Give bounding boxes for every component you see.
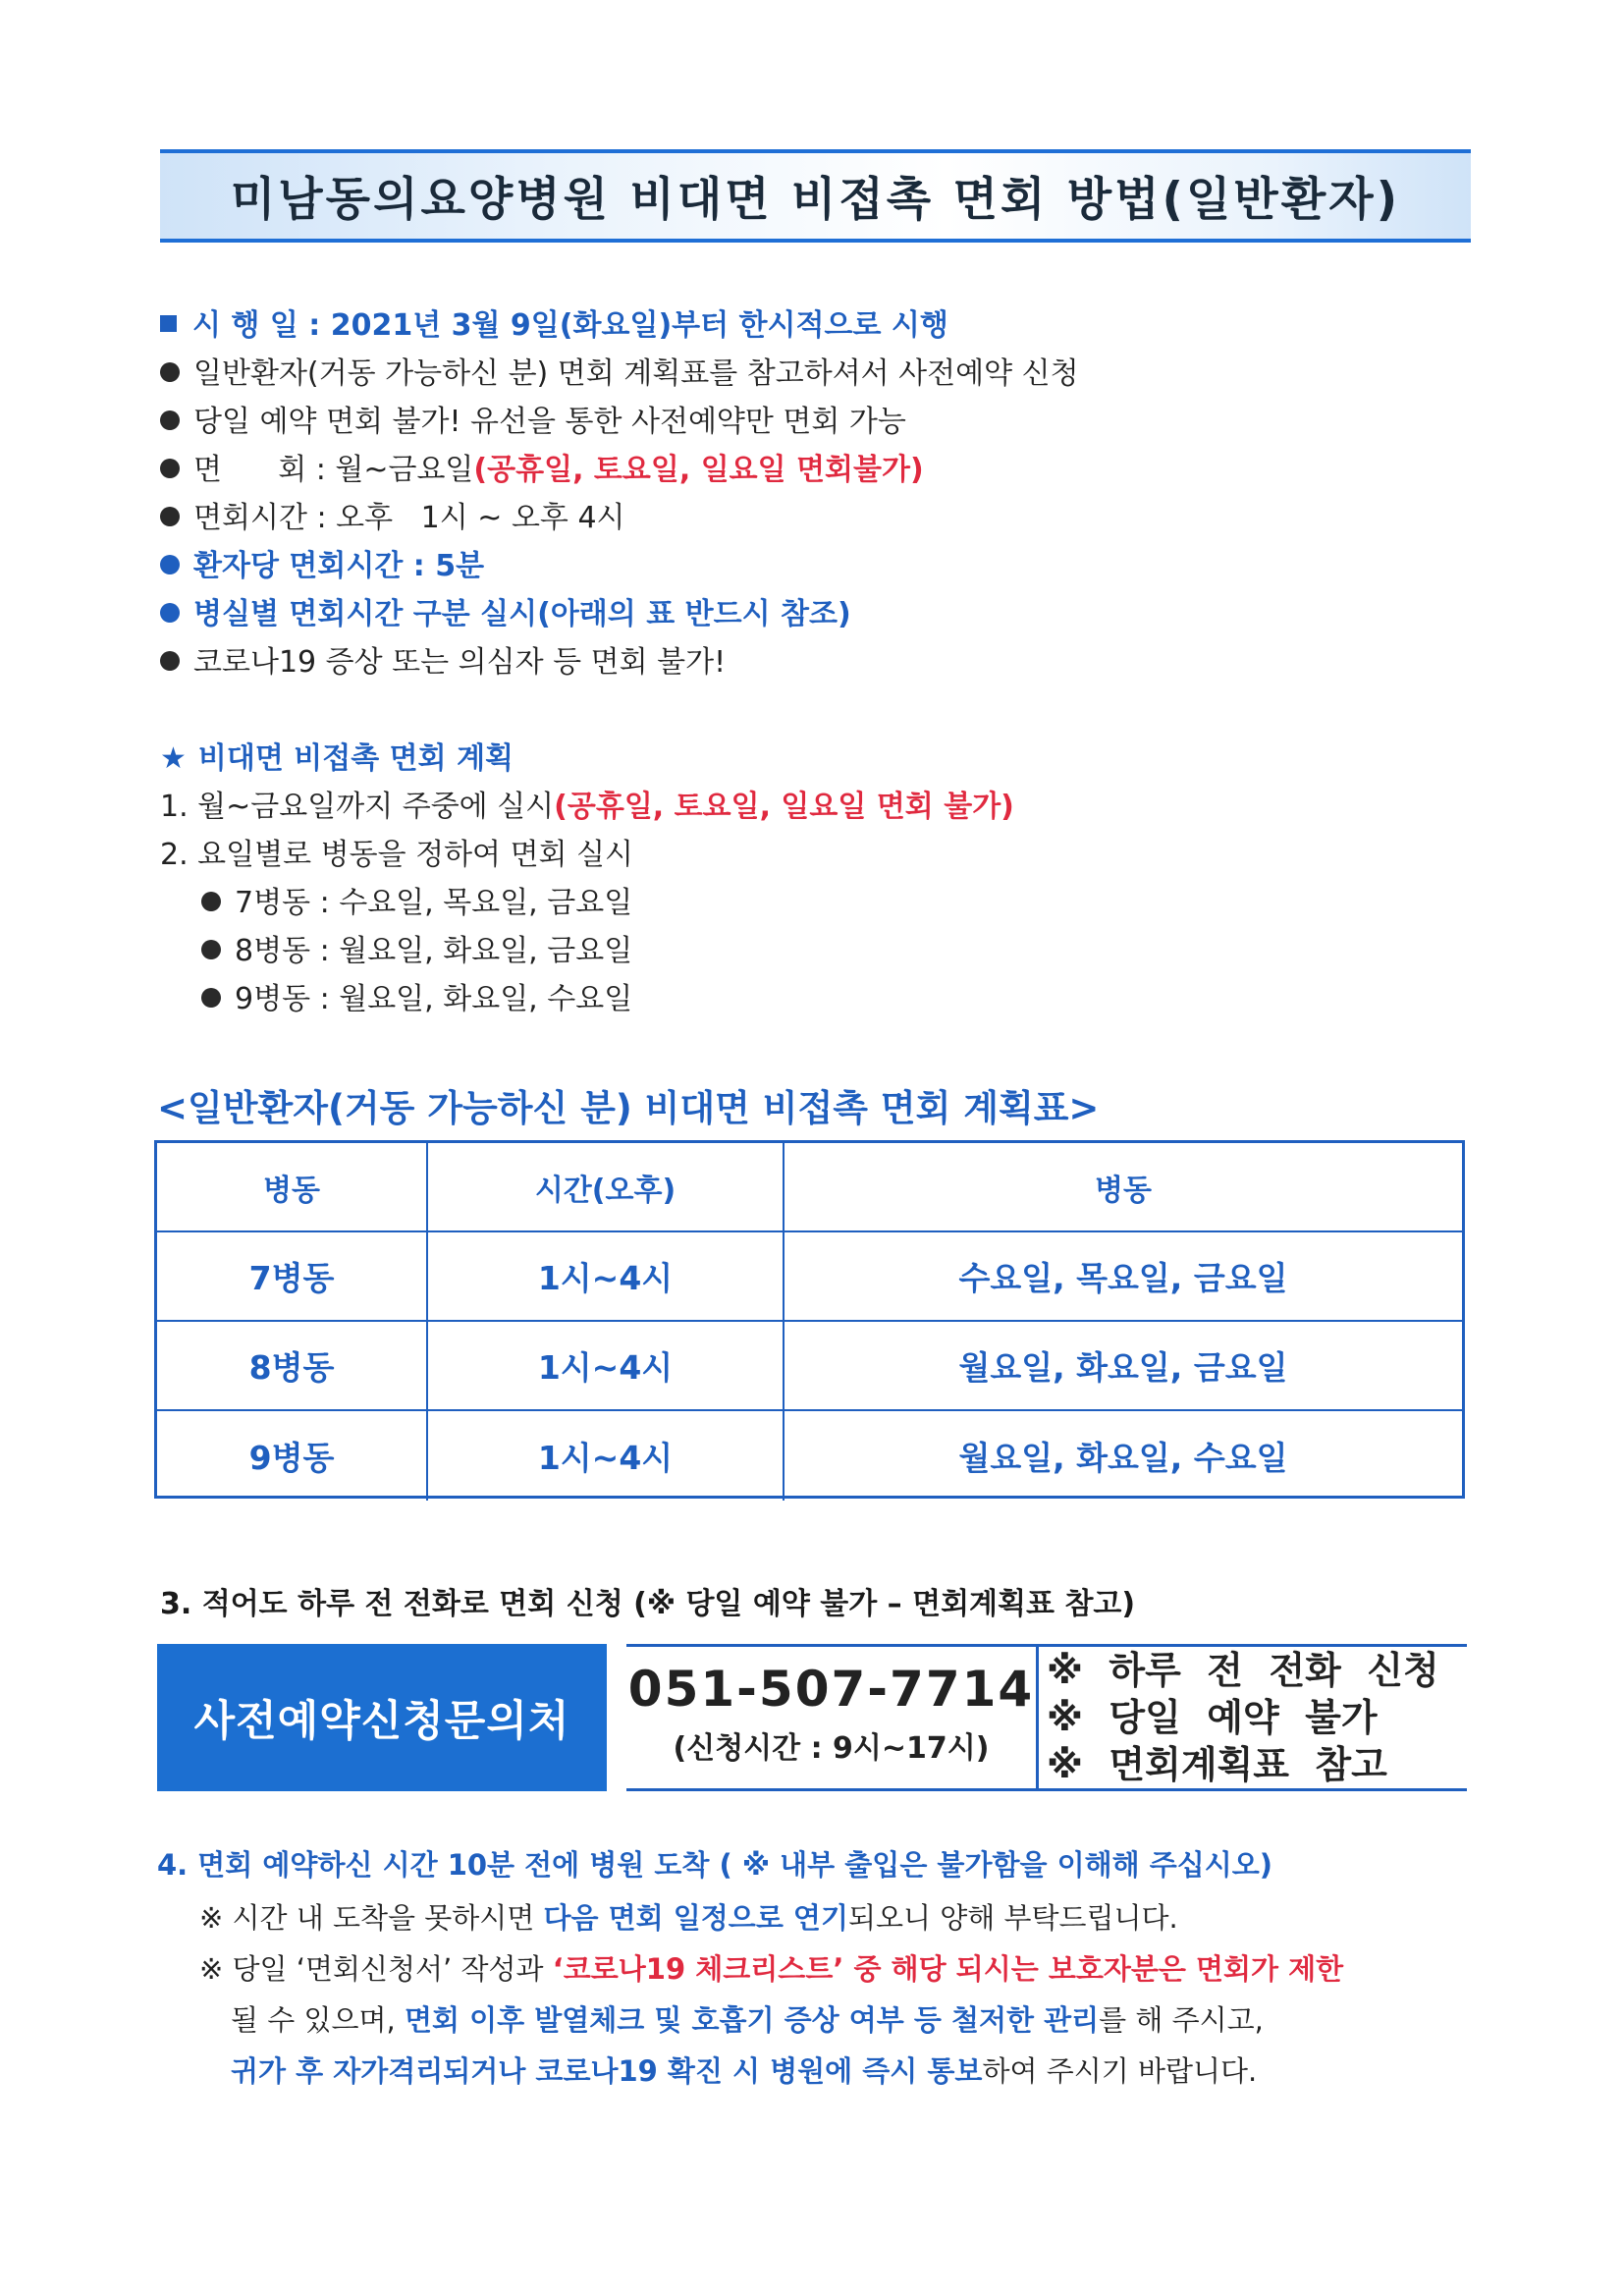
notice-item xyxy=(160,403,906,442)
ward-schedule-text: 병실별 면회시간 구분 실시(아래의 표 반드시 참조) xyxy=(193,597,851,631)
start-date-text: 시 행 일 : 2021년 3월 9일(화요일)부터 한시적으로 시행 xyxy=(192,308,948,343)
plan-step-1-restriction: (공휴일, 토요일, 일요일 면회 불가) xyxy=(554,790,1014,824)
header-cell: 병동 xyxy=(157,1143,428,1230)
arrival-note-text: ※ 당일 ‘면회신청서’ 작성과 xyxy=(199,1952,553,1986)
table-row xyxy=(157,1232,1462,1322)
header-cell: 시간(오후) xyxy=(428,1143,784,1230)
ward-cell: 8병동 xyxy=(157,1322,428,1409)
notice-item xyxy=(160,355,1079,394)
ward-item-text: 8병동 : 월요일, 화요일, 금요일 xyxy=(235,934,633,968)
contact-note: ※ 면회계획표 참고 xyxy=(1047,1743,1387,1786)
plan-heading xyxy=(160,739,514,779)
start-date-line xyxy=(160,306,948,346)
bullet-icon xyxy=(201,988,221,1008)
time-cell: 1시~4시 xyxy=(428,1232,784,1320)
phone-number[interactable]: 051-507-7714 xyxy=(627,1661,1035,1718)
visit-days-text: 면 회 : 월~금요일 xyxy=(193,453,474,487)
bullet-icon xyxy=(160,603,180,623)
bullet-icon xyxy=(160,651,180,671)
notice-item xyxy=(160,451,924,490)
days-cell: 월요일, 화요일, 수요일 xyxy=(958,1439,1288,1477)
arrival-note-2 xyxy=(199,1949,1343,1989)
notice-item xyxy=(160,595,851,634)
arrival-note-text: 를 해 주시고, xyxy=(1099,2003,1264,2037)
ward-cell: 9병동 xyxy=(157,1411,428,1501)
phone-hours: (신청시간 : 9시~17시) xyxy=(673,1731,990,1766)
bullet-icon xyxy=(160,555,180,574)
bullet-icon xyxy=(201,940,221,959)
bullet-icon xyxy=(160,362,180,382)
notice-item xyxy=(160,547,484,586)
table-header-row xyxy=(157,1143,1462,1232)
phone-area xyxy=(626,1644,1039,1791)
notice-item-text: 당일 예약 면회 불가! 유선을 통한 사전예약만 면회 가능 xyxy=(193,405,906,439)
visit-hours-text: 면회시간 : 오후 1시 ~ 오후 4시 xyxy=(193,501,625,535)
arrival-heading: 4. 면회 예약하신 시간 10분 전에 병원 도착 ( ※ 내부 출입은 불가함을 이해해 주십시오) xyxy=(157,1848,1273,1882)
contact-section-heading: 3. 적어도 하루 전 전화로 면회 신청 (※ 당일 예약 불가 – 면회계획표 참고) xyxy=(160,1587,1136,1621)
header-cell: 병동 xyxy=(1095,1173,1152,1208)
arrival-note-1 xyxy=(199,1898,1178,1938)
arrival-note-emphasis: 면회 이후 발열체크 및 호흡기 증상 여부 등 철저한 관리 xyxy=(404,2003,1100,2037)
arrival-note-text: 되오니 양해 부탁드립니다. xyxy=(847,1901,1178,1935)
time-cell: 1시~4시 xyxy=(428,1411,784,1501)
bullet-icon xyxy=(201,892,221,911)
contact-note: ※ 하루 전 전화 신청 xyxy=(1047,1649,1439,1692)
plan-heading-text: 비대면 비접촉 면회 계획 xyxy=(197,741,514,776)
plan-step-2 xyxy=(160,836,633,875)
ward-item-text: 7병동 : 수요일, 목요일, 금요일 xyxy=(235,886,633,920)
bullet-icon xyxy=(160,410,180,430)
arrival-note-4 xyxy=(231,2051,1257,2091)
contact-label-box xyxy=(157,1644,607,1791)
arrival-note-warning: ‘코로나19 체크리스트’ 중 해당 되시는 보호자분은 면회가 제한 xyxy=(552,1952,1344,1986)
bullet-icon xyxy=(160,459,180,478)
table-heading: <일반환자(거동 가능하신 분) 비대면 비접촉 면회 계획표> xyxy=(157,1087,1100,1129)
ward-cell: 7병동 xyxy=(157,1232,428,1320)
arrival-note-3 xyxy=(231,2000,1264,2040)
contact-label: 사전예약신청문의처 xyxy=(193,1696,570,1746)
visit-days-restriction: (공휴일, 토요일, 일요일 면회불가) xyxy=(473,453,924,487)
days-cell: 월요일, 화요일, 금요일 xyxy=(958,1348,1288,1387)
notice-item xyxy=(160,643,726,683)
plan-step-1-text: 1. 월~금요일까지 주중에 실시 xyxy=(160,790,555,824)
plan-step-2-text: 2. 요일별로 병동을 정하여 면회 실시 xyxy=(160,838,634,872)
page-title: 미남동의요양병원 비대면 비접촉 면회 방법(일반환자) xyxy=(230,173,1401,227)
table-row xyxy=(157,1322,1462,1411)
covid-restriction-text: 코로나19 증상 또는 의심자 등 면회 불가! xyxy=(193,645,727,680)
arrival-note-emphasis: 귀가 후 자가격리되거나 코로나19 확진 시 병원에 즉시 통보 xyxy=(231,2054,983,2088)
arrival-note-text: ※ 시간 내 도착을 못하시면 xyxy=(199,1901,544,1935)
ward-item-text: 9병동 : 월요일, 화요일, 수요일 xyxy=(235,982,633,1016)
time-cell: 1시~4시 xyxy=(428,1322,784,1409)
arrival-note-emphasis: 다음 면회 일정으로 연기 xyxy=(543,1901,848,1935)
contact-notes xyxy=(1039,1644,1467,1791)
visit-duration-text: 환자당 면회시간 : 5분 xyxy=(193,549,485,583)
notice-item xyxy=(160,499,625,538)
star-icon: ★ xyxy=(160,741,187,776)
arrival-note-text: 될 수 있으며, xyxy=(231,2003,405,2037)
plan-step-1 xyxy=(160,788,1014,827)
days-cell: 수요일, 목요일, 금요일 xyxy=(958,1259,1288,1297)
title-banner xyxy=(160,149,1471,243)
contact-note: ※ 당일 예약 불가 xyxy=(1047,1696,1378,1739)
ward-item xyxy=(201,884,632,923)
table-row xyxy=(157,1411,1462,1501)
ward-item xyxy=(201,980,632,1019)
bullet-icon xyxy=(160,507,180,526)
arrival-note-text: 하여 주시기 바랍니다. xyxy=(982,2054,1258,2088)
square-bullet-icon xyxy=(160,315,177,332)
schedule-table xyxy=(154,1140,1465,1499)
notice-item-text: 일반환자(거동 가능하신 분) 면회 계획표를 참고하셔서 사전예약 신청 xyxy=(193,356,1079,391)
ward-item xyxy=(201,932,632,971)
